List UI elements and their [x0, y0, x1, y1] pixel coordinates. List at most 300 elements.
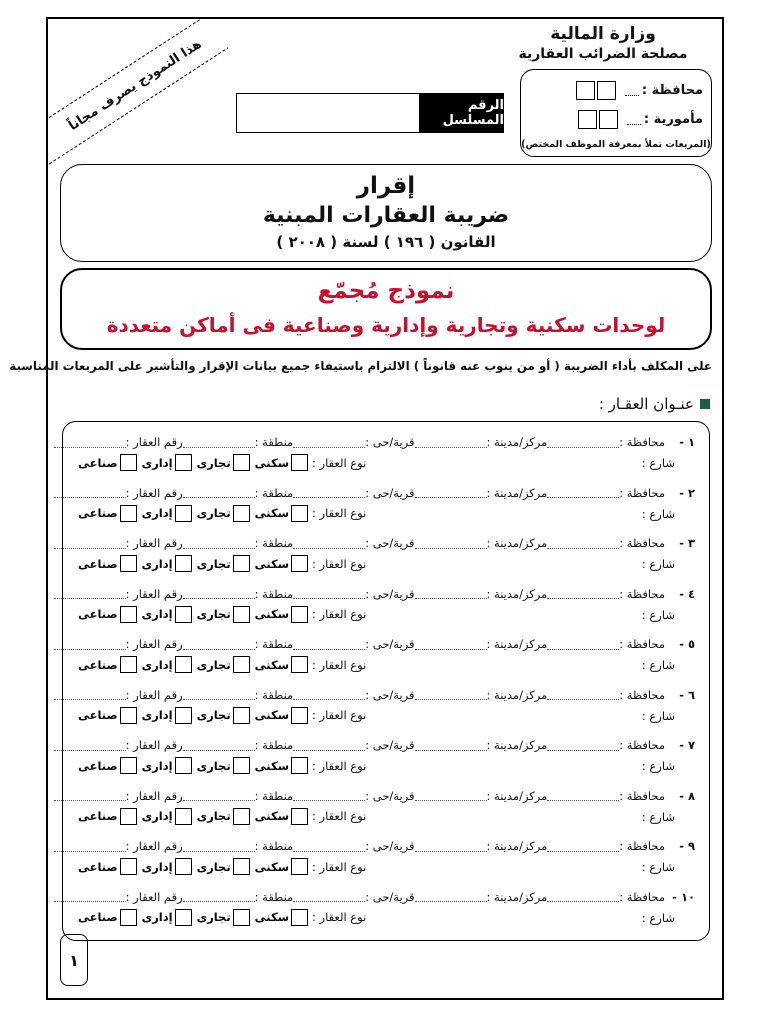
- type-option-commercial: [194, 757, 250, 774]
- property-type-options: [75, 808, 366, 825]
- residential-label: سكنى: [254, 708, 289, 722]
- street-field[interactable]: [358, 860, 675, 874]
- address-line-1: [54, 483, 695, 503]
- address-line-2: [75, 606, 695, 628]
- governorate-field[interactable]: [547, 738, 665, 752]
- residential-label: سكنى: [254, 758, 289, 773]
- center-field[interactable]: [415, 738, 548, 752]
- address-line-2: [75, 555, 695, 577]
- type-option-residential: [252, 909, 308, 926]
- village-field-label: قرية/حى :: [365, 485, 415, 500]
- administrative-checkbox[interactable]: [175, 757, 192, 774]
- property-number-field[interactable]: [54, 637, 183, 651]
- address-entry: [75, 887, 695, 935]
- type-option-administrative: [139, 505, 192, 522]
- type-option-residential: [252, 606, 308, 623]
- office-square-1[interactable]: [599, 110, 618, 129]
- area-field-label: منطقة :: [254, 788, 294, 803]
- commercial-label: تجارى: [196, 859, 231, 874]
- commercial-checkbox[interactable]: [233, 858, 250, 875]
- commercial-checkbox[interactable]: [233, 505, 250, 522]
- serial-number-field[interactable]: [236, 93, 420, 133]
- form-type-description: لوحدات سكنية وتجارية وإدارية وصناعية فى أماكن متعددة: [106, 313, 666, 337]
- commercial-checkbox[interactable]: [233, 555, 250, 572]
- property-type-options: [75, 707, 366, 724]
- street-label: شارع :: [641, 506, 675, 521]
- address-line-1: [54, 786, 695, 806]
- industrial-label: صناعى: [78, 506, 118, 520]
- governorate-label: محافظة :: [641, 82, 703, 98]
- governorate-field-label: محافظة :: [619, 637, 665, 651]
- residential-checkbox[interactable]: [291, 808, 308, 825]
- administrative-checkbox[interactable]: [175, 555, 192, 572]
- industrial-checkbox[interactable]: [120, 909, 137, 926]
- address-line-1: [54, 735, 695, 755]
- street-label: شارع :: [641, 557, 675, 571]
- industrial-checkbox[interactable]: [120, 707, 137, 724]
- property-type-label: نوع العقار :: [312, 910, 367, 924]
- address-entry: [75, 432, 695, 480]
- form-type-title: نموذج مُجمّع: [317, 278, 455, 304]
- commercial-label: تجارى: [196, 809, 231, 823]
- property-type-options: [75, 757, 366, 774]
- commercial-label: تجارى: [196, 758, 231, 773]
- type-option-residential: [252, 707, 308, 724]
- area-field[interactable]: [183, 536, 294, 550]
- village-field-label: قرية/حى :: [365, 788, 415, 803]
- administrative-label: إدارى: [141, 809, 173, 823]
- property-number-field-label: رقم العقار :: [125, 687, 183, 702]
- residential-label: سكنى: [254, 455, 289, 470]
- law-reference: القانون ( ١٩٦ ) لسنة ( ٢٠٠٨ ): [276, 233, 496, 251]
- address-line-2: [75, 656, 695, 678]
- property-number-field-label: رقم العقار :: [125, 485, 183, 500]
- area-field-label: منطقة :: [254, 485, 294, 500]
- center-field-label: مركز/مدينة :: [486, 788, 548, 803]
- center-field[interactable]: [415, 486, 548, 500]
- property-number-field[interactable]: [54, 738, 183, 752]
- property-type-options: [75, 656, 366, 673]
- center-field-label: مركز/مدينة :: [486, 637, 548, 651]
- center-field-label: مركز/مدينة :: [486, 889, 548, 904]
- residential-checkbox[interactable]: [291, 656, 308, 673]
- area-field[interactable]: [183, 486, 294, 500]
- property-number-field[interactable]: [54, 890, 183, 904]
- governorate-field[interactable]: [547, 486, 665, 500]
- area-field[interactable]: [183, 789, 294, 803]
- property-number-field[interactable]: [54, 486, 183, 500]
- administrative-label: إدارى: [141, 859, 173, 874]
- residential-checkbox[interactable]: [291, 606, 308, 623]
- street-field[interactable]: [358, 810, 675, 824]
- industrial-checkbox[interactable]: [120, 555, 137, 572]
- street-field[interactable]: [358, 658, 675, 672]
- address-line-2: [75, 505, 695, 527]
- industrial-label: صناعى: [78, 657, 118, 672]
- industrial-label: صناعى: [78, 809, 118, 823]
- industrial-checkbox[interactable]: [120, 606, 137, 623]
- center-field[interactable]: [415, 536, 548, 550]
- type-option-residential: [252, 858, 308, 875]
- governorate-field[interactable]: [547, 890, 665, 904]
- property-number-field[interactable]: [54, 839, 183, 853]
- center-field[interactable]: [415, 688, 548, 702]
- governorate-square-2[interactable]: [576, 81, 595, 100]
- governorate-field[interactable]: [547, 839, 665, 853]
- commercial-checkbox[interactable]: [233, 757, 250, 774]
- administrative-label: إدارى: [141, 657, 173, 672]
- residential-label: سكنى: [254, 910, 289, 924]
- governorate-square-1[interactable]: [597, 81, 616, 100]
- type-option-industrial: [75, 757, 137, 774]
- governorate-field-label: محافظة :: [619, 485, 665, 500]
- type-option-residential: [252, 555, 308, 572]
- property-type-options: [75, 858, 366, 875]
- type-option-commercial: [194, 656, 250, 673]
- street-label: شارع :: [641, 910, 675, 925]
- street-label: شارع :: [641, 658, 675, 672]
- address-heading-label: عنـوان العقـار :: [598, 395, 694, 413]
- center-field[interactable]: [415, 435, 548, 449]
- type-option-industrial: [75, 606, 137, 623]
- address-line-1: [54, 836, 695, 856]
- residential-checkbox[interactable]: [291, 555, 308, 572]
- type-option-administrative: [139, 858, 192, 875]
- administrative-label: إدارى: [141, 556, 173, 571]
- village-field[interactable]: [293, 486, 414, 500]
- type-option-residential: [252, 757, 308, 774]
- residential-label: سكنى: [254, 809, 289, 823]
- area-field-label: منطقة :: [254, 889, 294, 904]
- administrative-label: إدارى: [141, 607, 173, 621]
- commercial-checkbox[interactable]: [233, 606, 250, 623]
- administrative-checkbox[interactable]: [175, 858, 192, 875]
- entry-number: ٩ -: [679, 839, 695, 853]
- commercial-label: تجارى: [196, 455, 231, 470]
- governorate-field[interactable]: [547, 536, 665, 550]
- governorate-field[interactable]: [547, 688, 665, 702]
- administrative-checkbox[interactable]: [175, 909, 192, 926]
- village-field[interactable]: [293, 738, 414, 752]
- industrial-label: صناعى: [78, 708, 118, 722]
- address-heading: [599, 395, 710, 413]
- governorate-field-label: محافظة :: [619, 435, 665, 449]
- administrative-checkbox[interactable]: [175, 808, 192, 825]
- commercial-checkbox[interactable]: [233, 454, 250, 471]
- type-option-industrial: [75, 858, 137, 875]
- entry-number: ٢ -: [679, 485, 695, 500]
- village-field-label: قرية/حى :: [365, 586, 415, 601]
- instruction-text: على المكلف بأداء الضريبة ( أو من ينوب عنه قانوناً ) الالتزام باستيفاء جميع بيانات الإقرار والتأشير على المربعات المناسبة: [9, 359, 712, 373]
- area-field-label: منطقة :: [254, 687, 294, 702]
- residential-label: سكنى: [254, 859, 289, 874]
- property-number-field-label: رقم العقار :: [125, 788, 183, 803]
- address-line-1: [54, 533, 695, 553]
- village-field-label: قرية/حى :: [365, 536, 415, 550]
- village-field-label: قرية/حى :: [365, 889, 415, 904]
- declaration-title: إقرار: [356, 173, 416, 199]
- property-type-label: نوع العقار :: [312, 809, 367, 823]
- center-field[interactable]: [415, 637, 548, 651]
- entry-number: ٥ -: [679, 637, 695, 651]
- commercial-label: تجارى: [196, 910, 231, 924]
- authority-name: مصلحة الضرائب العقارية: [518, 46, 688, 62]
- serial-number-label: الرقم المسلسل: [420, 93, 504, 133]
- office-row: [578, 108, 703, 130]
- entry-number: ٨ -: [679, 788, 695, 803]
- type-option-commercial: [194, 606, 250, 623]
- address-line-1: [54, 887, 695, 907]
- page-number: ١: [60, 934, 88, 986]
- residential-checkbox[interactable]: [291, 909, 308, 926]
- street-label: شارع :: [641, 607, 675, 622]
- center-field[interactable]: [415, 587, 548, 601]
- administrative-checkbox[interactable]: [175, 505, 192, 522]
- property-type-label: نوع العقار :: [312, 607, 367, 621]
- entry-number: ١ -: [679, 435, 695, 449]
- property-number-field[interactable]: [54, 688, 183, 702]
- property-type-label: نوع العقار :: [312, 758, 367, 773]
- street-field[interactable]: [358, 456, 675, 470]
- type-option-commercial: [194, 808, 250, 825]
- street-label: شارع :: [641, 456, 675, 470]
- type-option-industrial: [75, 656, 137, 673]
- village-field[interactable]: [293, 890, 414, 904]
- free-stamp: [48, 19, 228, 169]
- address-line-2: [75, 909, 695, 931]
- industrial-checkbox[interactable]: [120, 454, 137, 471]
- address-entry: [75, 483, 695, 531]
- street-label: شارع :: [641, 809, 675, 824]
- governorate-field-label: محافظة :: [619, 687, 665, 702]
- governorate-field-label: محافظة :: [619, 788, 665, 803]
- commercial-checkbox[interactable]: [233, 909, 250, 926]
- street-field[interactable]: [358, 709, 675, 723]
- area-field[interactable]: [183, 890, 294, 904]
- area-field-label: منطقة :: [254, 435, 294, 449]
- type-option-administrative: [139, 454, 192, 471]
- area-field[interactable]: [183, 435, 294, 449]
- governorate-row: [576, 79, 703, 101]
- industrial-checkbox[interactable]: [120, 505, 137, 522]
- property-type-label: نوع العقار :: [312, 859, 367, 874]
- property-number-field[interactable]: [54, 789, 183, 803]
- area-field[interactable]: [183, 738, 294, 752]
- residential-label: سكنى: [254, 506, 289, 520]
- type-option-industrial: [75, 808, 137, 825]
- address-entry: [75, 786, 695, 834]
- form-type-box: [60, 268, 712, 350]
- residential-label: سكنى: [254, 556, 289, 571]
- industrial-checkbox[interactable]: [120, 858, 137, 875]
- village-field[interactable]: [293, 435, 414, 449]
- address-entry: [75, 836, 695, 884]
- center-field-label: مركز/مدينة :: [486, 738, 548, 752]
- type-option-residential: [252, 808, 308, 825]
- address-entry: [75, 584, 695, 632]
- administrative-checkbox[interactable]: [175, 606, 192, 623]
- area-field[interactable]: [183, 688, 294, 702]
- commercial-label: تجارى: [196, 708, 231, 722]
- governorate-field[interactable]: [547, 587, 665, 601]
- area-field[interactable]: [183, 587, 294, 601]
- governorate-box: [520, 69, 712, 157]
- property-type-options: [75, 606, 366, 623]
- village-field[interactable]: [293, 688, 414, 702]
- governorate-field-label: محافظة :: [619, 738, 665, 752]
- residential-label: سكنى: [254, 657, 289, 672]
- property-number-field[interactable]: [54, 435, 183, 449]
- type-option-commercial: [194, 858, 250, 875]
- industrial-label: صناعى: [78, 455, 118, 470]
- address-line-2: [75, 707, 695, 729]
- property-number-field[interactable]: [54, 536, 183, 550]
- center-field-label: مركز/مدينة :: [486, 435, 548, 449]
- area-field-label: منطقة :: [254, 839, 294, 853]
- residential-checkbox[interactable]: [291, 858, 308, 875]
- address-line-1: [54, 634, 695, 654]
- street-label: شارع :: [641, 759, 675, 773]
- administrative-label: إدارى: [141, 455, 173, 470]
- center-field[interactable]: [415, 890, 548, 904]
- center-field-label: مركز/مدينة :: [486, 586, 548, 601]
- village-field[interactable]: [293, 789, 414, 803]
- administrative-label: إدارى: [141, 910, 173, 924]
- property-type-options: [75, 505, 366, 522]
- village-field-label: قرية/حى :: [365, 435, 415, 449]
- address-entry: [75, 735, 695, 783]
- center-field[interactable]: [415, 789, 548, 803]
- governorate-field-label: محافظة :: [619, 536, 665, 550]
- industrial-label: صناعى: [78, 859, 118, 874]
- center-field-label: مركز/مدينة :: [486, 687, 548, 702]
- governorate-field[interactable]: [547, 435, 665, 449]
- office-square-2[interactable]: [578, 110, 597, 129]
- center-field-label: مركز/مدينة :: [486, 536, 548, 550]
- street-field[interactable]: [358, 557, 675, 571]
- industrial-checkbox[interactable]: [120, 757, 137, 774]
- type-option-industrial: [75, 909, 137, 926]
- administrative-label: إدارى: [141, 708, 173, 722]
- commercial-checkbox[interactable]: [233, 656, 250, 673]
- property-number-field-label: رقم العقار :: [125, 738, 183, 752]
- type-option-administrative: [139, 757, 192, 774]
- administrative-checkbox[interactable]: [175, 454, 192, 471]
- property-number-field-label: رقم العقار :: [125, 586, 183, 601]
- area-field[interactable]: [183, 839, 294, 853]
- type-option-administrative: [139, 606, 192, 623]
- property-type-label: نوع العقار :: [312, 455, 367, 470]
- ministry-header: [498, 23, 708, 63]
- governorate-field-label: محافظة :: [619, 889, 665, 904]
- declaration-title-box: [60, 164, 712, 262]
- industrial-checkbox[interactable]: [120, 656, 137, 673]
- property-type-label: نوع العقار :: [312, 657, 367, 672]
- governorate-field[interactable]: [547, 637, 665, 651]
- type-option-commercial: [194, 454, 250, 471]
- property-number-field-label: رقم العقار :: [125, 839, 183, 853]
- free-stamp-text: هذا النموذج يصرف مجاناً: [48, 19, 228, 164]
- residential-checkbox[interactable]: [291, 505, 308, 522]
- area-field-label: منطقة :: [254, 738, 294, 752]
- address-line-1: [54, 685, 695, 705]
- property-number-field-label: رقم العقار :: [125, 889, 183, 904]
- office-label: مأمورية :: [643, 111, 703, 127]
- property-number-field-label: رقم العقار :: [125, 435, 183, 449]
- village-field[interactable]: [293, 839, 414, 853]
- area-field[interactable]: [183, 637, 294, 651]
- village-field[interactable]: [293, 587, 414, 601]
- governorate-field-label: محافظة :: [619, 839, 665, 853]
- governorate-field-label: محافظة :: [619, 586, 665, 601]
- type-option-administrative: [139, 707, 192, 724]
- industrial-label: صناعى: [78, 556, 118, 571]
- village-field-label: قرية/حى :: [365, 637, 415, 651]
- property-number-field[interactable]: [54, 587, 183, 601]
- commercial-label: تجارى: [196, 506, 231, 520]
- type-option-industrial: [75, 454, 137, 471]
- administrative-checkbox[interactable]: [175, 707, 192, 724]
- address-entry: [75, 533, 695, 581]
- type-option-administrative: [139, 555, 192, 572]
- square-bullet-icon: [700, 399, 710, 409]
- street-label: شارع :: [641, 860, 675, 874]
- village-field-label: قرية/حى :: [365, 687, 415, 702]
- type-option-industrial: [75, 707, 137, 724]
- center-field[interactable]: [415, 839, 548, 853]
- residential-checkbox[interactable]: [291, 707, 308, 724]
- type-option-residential: [252, 454, 308, 471]
- commercial-label: تجارى: [196, 607, 231, 621]
- street-field[interactable]: [358, 507, 675, 521]
- commercial-checkbox[interactable]: [233, 707, 250, 724]
- village-field-label: قرية/حى :: [365, 839, 415, 853]
- type-option-commercial: [194, 505, 250, 522]
- type-option-commercial: [194, 555, 250, 572]
- street-field[interactable]: [358, 911, 675, 925]
- residential-label: سكنى: [254, 607, 289, 621]
- center-field-label: مركز/مدينة :: [486, 839, 548, 853]
- area-field-label: منطقة :: [254, 637, 294, 651]
- residential-checkbox[interactable]: [291, 757, 308, 774]
- administrative-label: إدارى: [141, 758, 173, 773]
- type-option-administrative: [139, 909, 192, 926]
- entry-number: ١٠ -: [672, 889, 695, 904]
- governorate-field[interactable]: [547, 789, 665, 803]
- address-line-2: [75, 757, 695, 779]
- property-type-options: [75, 454, 366, 471]
- form-page: [9, 17, 724, 1000]
- street-field[interactable]: [358, 759, 675, 773]
- residential-checkbox[interactable]: [291, 454, 308, 471]
- address-entry: [75, 685, 695, 733]
- village-field[interactable]: [293, 536, 414, 550]
- industrial-checkbox[interactable]: [120, 808, 137, 825]
- commercial-checkbox[interactable]: [233, 808, 250, 825]
- area-field-label: منطقة :: [254, 536, 294, 550]
- property-number-field-label: رقم العقار :: [125, 536, 183, 550]
- administrative-checkbox[interactable]: [175, 656, 192, 673]
- type-option-industrial: [75, 505, 137, 522]
- type-option-commercial: [194, 909, 250, 926]
- street-field[interactable]: [358, 608, 675, 622]
- address-line-2: [75, 858, 695, 880]
- address-entries: [62, 421, 710, 941]
- village-field[interactable]: [293, 637, 414, 651]
- administrative-label: إدارى: [141, 506, 173, 520]
- squares-note: (المربعات تملأ بمعرفة الموظف المختص): [521, 139, 711, 150]
- serial-number: [236, 93, 504, 133]
